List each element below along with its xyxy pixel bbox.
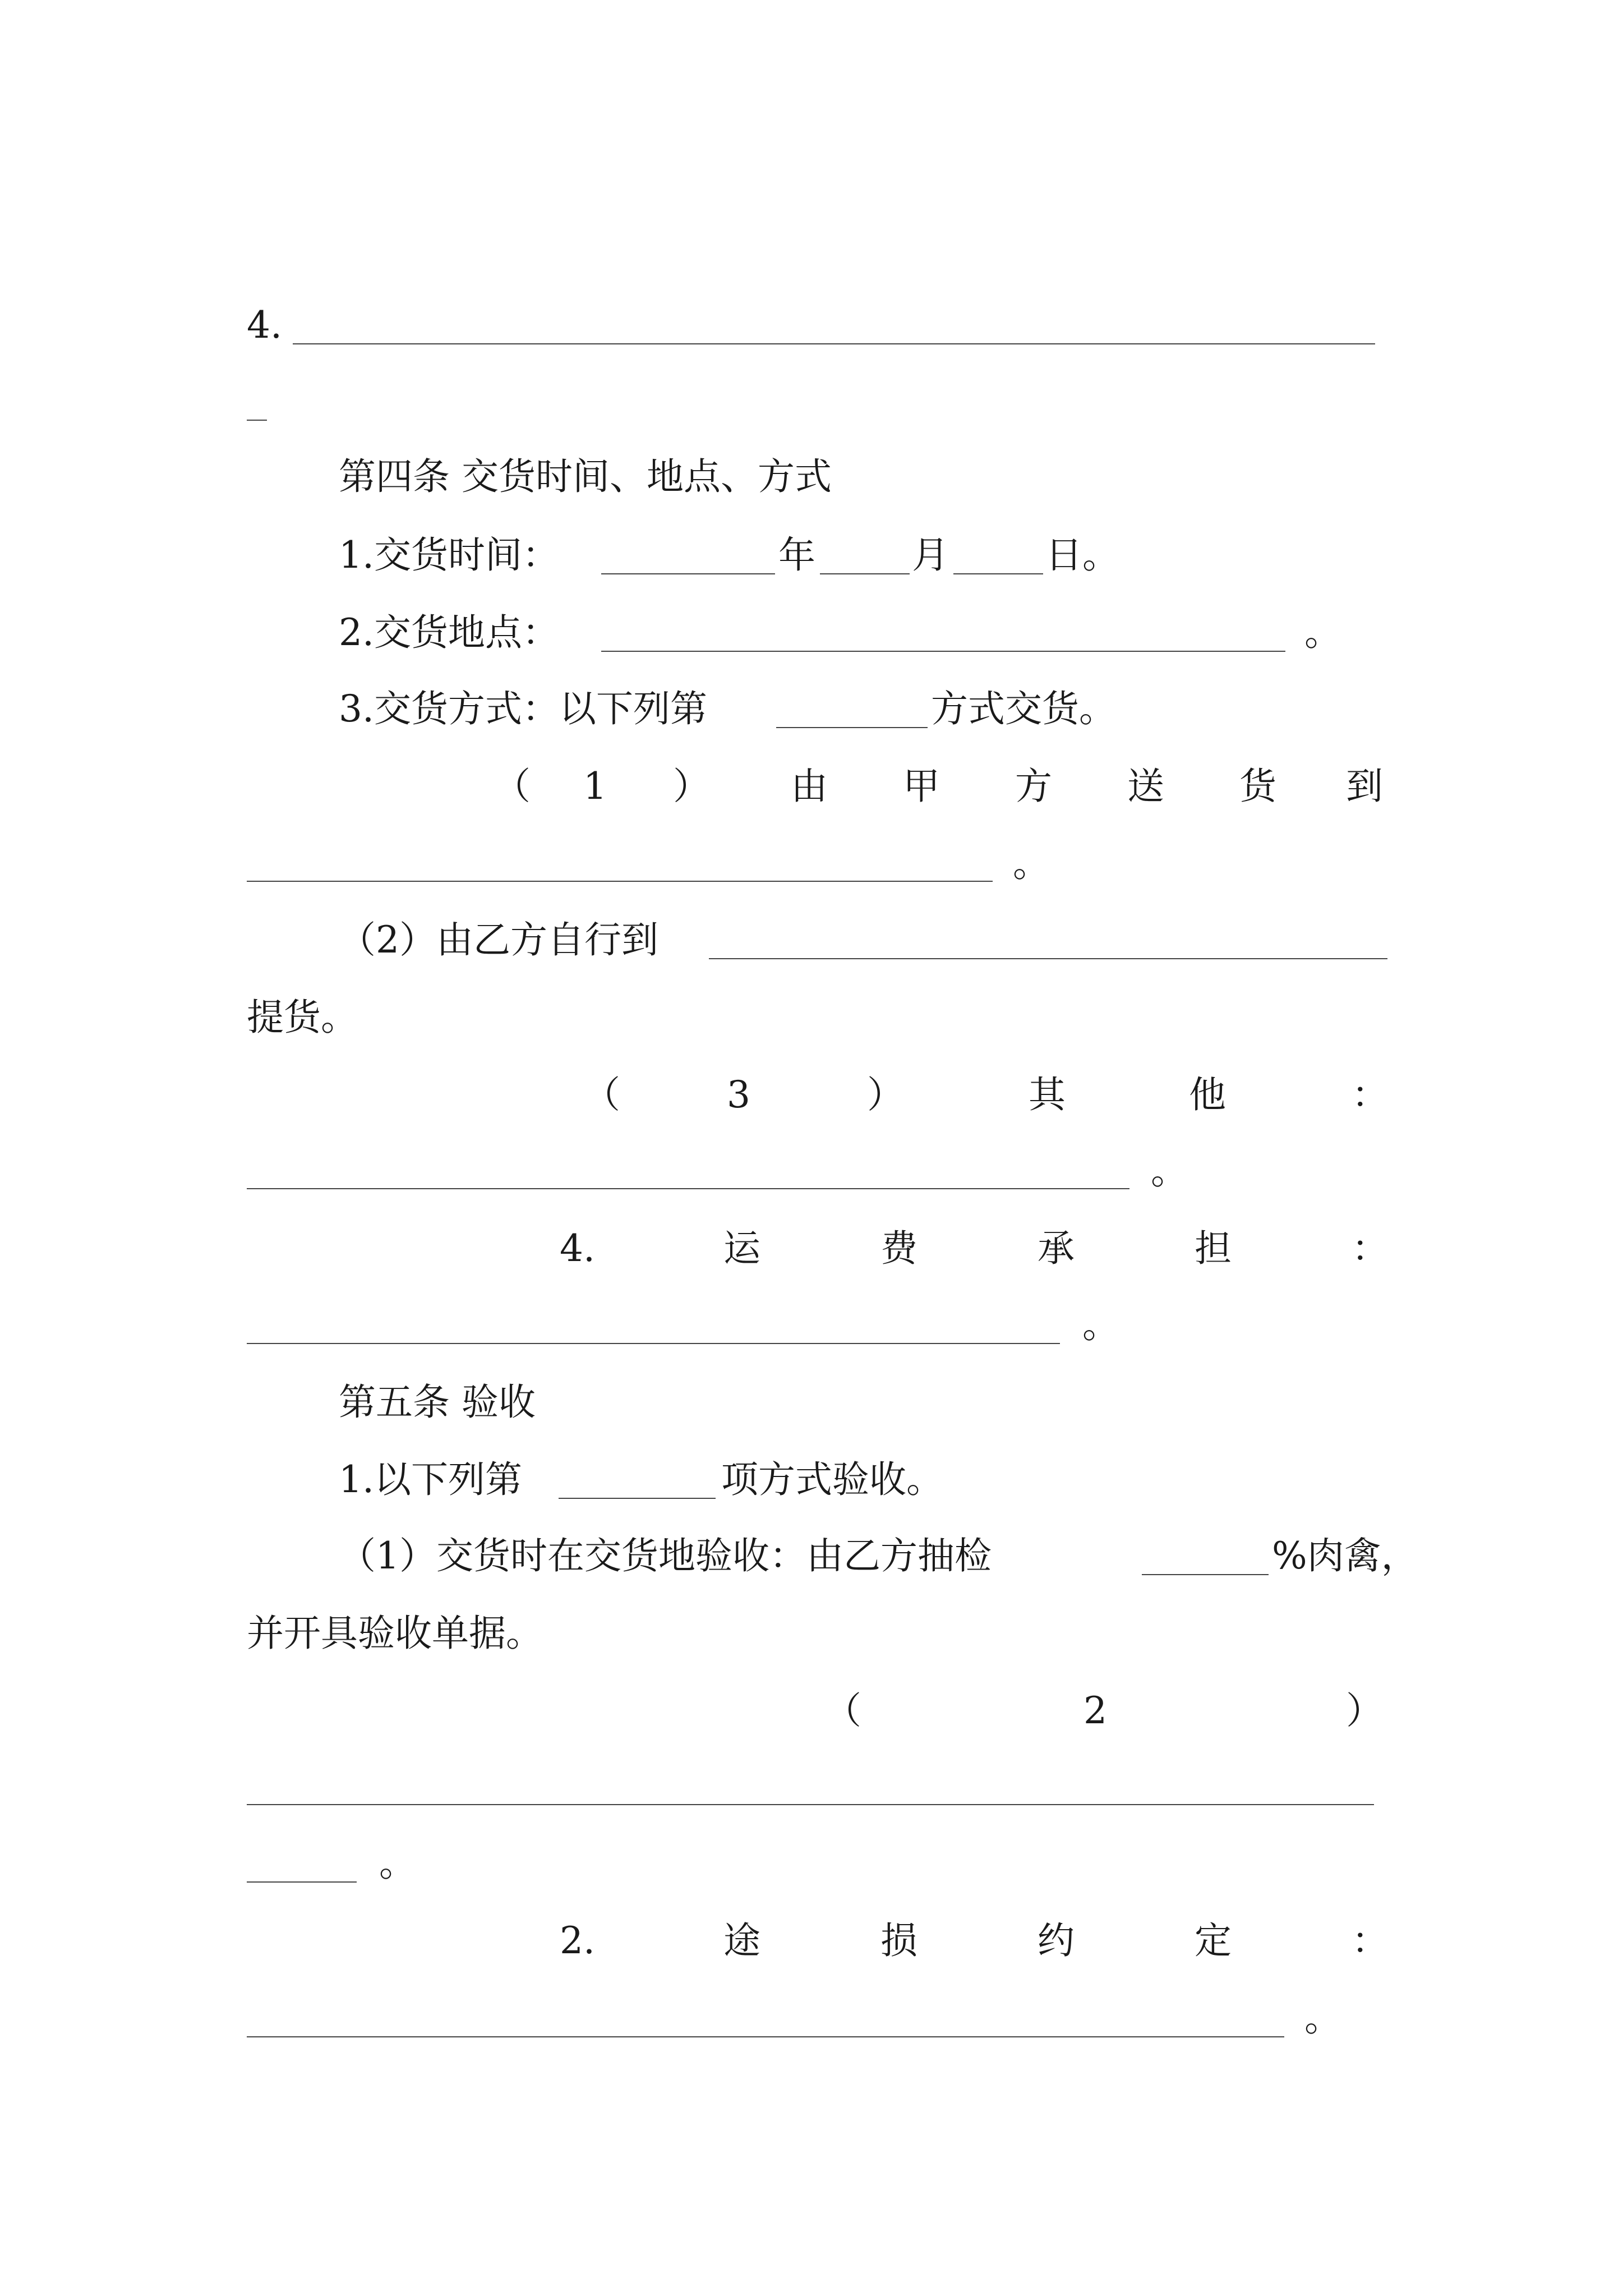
opt3-other-blank xyxy=(247,1188,1129,1189)
sampling-percent-blank xyxy=(1142,1574,1269,1575)
opt2-text: （2）由乙方自行到 xyxy=(339,918,658,961)
acceptance-opt2-blank xyxy=(247,1804,1374,1805)
year-label: 年 xyxy=(778,533,815,577)
opt3-char: ） xyxy=(867,1073,904,1116)
acceptance-opt1-mid: %肉禽， xyxy=(1272,1534,1418,1577)
loss-char: 2. xyxy=(560,1919,595,1962)
day-label: 日。 xyxy=(1045,533,1119,577)
opt3-char: 3 xyxy=(727,1073,750,1116)
opt1-char: 送 xyxy=(1127,765,1164,808)
opt1-char: 甲 xyxy=(903,765,940,808)
month-label: 月 xyxy=(912,533,949,577)
acceptance-opt1-end: 并开具验收单据。 xyxy=(247,1612,543,1655)
acceptance-opt2-char: （ xyxy=(824,1689,861,1732)
freight-blank xyxy=(247,1343,1060,1344)
delivery-place-blank xyxy=(601,651,1285,652)
freight-char: 4. xyxy=(560,1227,595,1270)
delivery-place-end: 。 xyxy=(1304,611,1341,654)
freight-char: 运 xyxy=(723,1227,760,1270)
item-4-blank-continued xyxy=(247,420,267,421)
opt1-char: 货 xyxy=(1239,765,1276,808)
acceptance-mode-blank xyxy=(559,1498,716,1499)
acceptance-mode-label: 1.以下列第 xyxy=(339,1458,522,1501)
delivery-month-blank xyxy=(820,573,910,574)
article-5-title: 第五条 验收 xyxy=(339,1381,536,1424)
loss-char: ： xyxy=(1352,1919,1389,1962)
acceptance-opt2-char: ） xyxy=(1346,1689,1383,1732)
acceptance-opt2-end: 。 xyxy=(379,1842,416,1885)
opt1-char: ） xyxy=(673,765,710,808)
delivery-year-blank xyxy=(601,573,775,574)
loss-end: 。 xyxy=(1304,1996,1341,2040)
opt3-char: 其 xyxy=(1029,1073,1066,1116)
acceptance-opt2-blank-continued xyxy=(247,1881,357,1883)
opt3-char: 他 xyxy=(1189,1073,1226,1116)
loss-char: 途 xyxy=(723,1919,760,1962)
item-4-blank xyxy=(293,343,1375,344)
delivery-day-blank xyxy=(953,573,1043,574)
opt1-char: （ xyxy=(494,765,531,808)
opt1-char: 1 xyxy=(583,765,607,808)
opt1-end: 。 xyxy=(1013,842,1050,885)
delivery-mode-blank xyxy=(776,727,928,728)
delivery-time-label: 1.交货时间： xyxy=(339,533,559,577)
freight-end: 。 xyxy=(1082,1303,1119,1346)
opt2-end: 提货。 xyxy=(247,996,358,1039)
loss-char: 损 xyxy=(880,1919,917,1962)
delivery-mode-label: 3.交货方式：以下列第 xyxy=(339,687,707,730)
article-4-title: 第四条 交货时间、地点、方式 xyxy=(339,455,832,498)
opt1-char: 方 xyxy=(1015,765,1052,808)
freight-char: 承 xyxy=(1038,1227,1075,1270)
loss-char: 定 xyxy=(1195,1919,1232,1962)
acceptance-opt2-char: 2 xyxy=(1083,1689,1107,1732)
loss-blank xyxy=(247,2036,1284,2037)
delivery-mode-end: 方式交货。 xyxy=(931,687,1116,730)
acceptance-opt1-text: （1）交货时在交货地验收：由乙方抽检 xyxy=(339,1534,992,1577)
opt1-char: 由 xyxy=(791,765,828,808)
opt3-end: 。 xyxy=(1151,1149,1188,1193)
acceptance-mode-end: 项方式验收。 xyxy=(721,1458,943,1501)
opt3-char: ： xyxy=(1352,1073,1389,1116)
item-4-prefix: 4. xyxy=(247,303,282,347)
freight-char: 担 xyxy=(1195,1227,1232,1270)
opt1-destination-blank xyxy=(247,881,993,882)
opt2-location-blank xyxy=(709,958,1387,959)
loss-char: 约 xyxy=(1038,1919,1075,1962)
delivery-place-label: 2.交货地点： xyxy=(339,611,559,654)
opt1-char: 到 xyxy=(1346,765,1383,808)
freight-char: 费 xyxy=(880,1227,917,1270)
freight-char: ： xyxy=(1352,1227,1389,1270)
opt3-char: （ xyxy=(583,1073,620,1116)
